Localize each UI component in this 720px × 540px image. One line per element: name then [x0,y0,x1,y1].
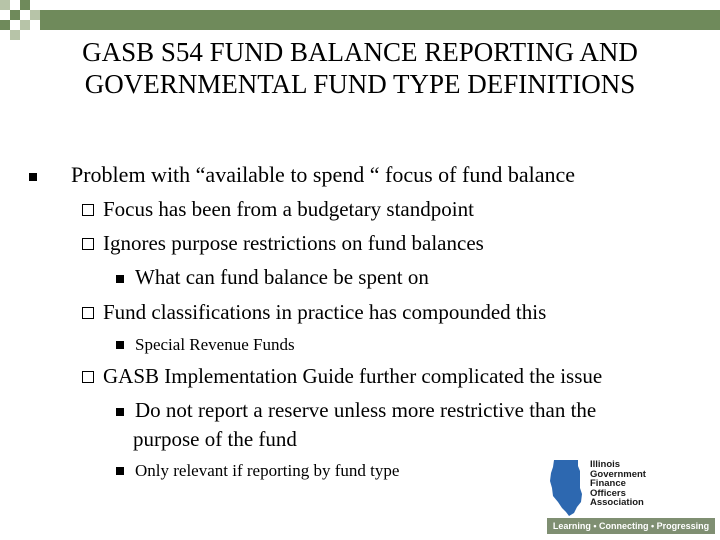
title-line-2: GOVERNMENTAL FUND TYPE DEFINITIONS [84,69,636,99]
slide-title [30,36,690,100]
bullet-square-icon [116,275,124,283]
illinois-state-icon [545,458,589,518]
bullet-level2: Ignores purpose restrictions on fund balances [103,231,484,255]
bullet-square-icon [29,173,37,181]
igfoa-logo [543,458,715,536]
logo-wordmark [590,460,646,508]
logo-line: Officers [590,487,626,499]
bullet-square-icon [116,467,124,475]
bullet-box-icon [82,307,94,319]
bullet-level3: What can fund balance be spent on [135,265,429,289]
bullet-level1: Problem with “available to spend “ focus of fund balance [71,162,576,187]
bullet-level3: Special Revenue Funds [135,335,295,354]
logo-line: Government [590,468,646,480]
header-decoration [0,0,720,40]
title-line-1: GASB S54 FUND BALANCE REPORTING AND [82,37,638,67]
logo-line: Association [590,497,644,509]
bullet-square-icon [116,408,124,416]
bullet-level2: Fund classifications in practice has compounded this [103,300,547,324]
bullet-level2: Focus has been from a budgetary standpoint [103,197,474,221]
bullet-box-icon [82,238,94,250]
bullet-level2: GASB Implementation Guide further complicated the issue [103,364,603,388]
bullet-square-icon [116,341,124,349]
bullet-level3-continuation: purpose of the fund [133,427,297,451]
bullet-level3: Do not report a reserve unless more restrictive than the [135,398,597,422]
bullet-box-icon [82,371,94,383]
bullet-level3: Only relevant if reporting by fund type [135,461,400,480]
logo-line: Illinois [590,459,621,470]
bullet-box-icon [82,204,94,216]
logo-tagline: Learning • Connecting • Progressing [547,518,715,534]
logo-line: Finance [590,478,626,490]
